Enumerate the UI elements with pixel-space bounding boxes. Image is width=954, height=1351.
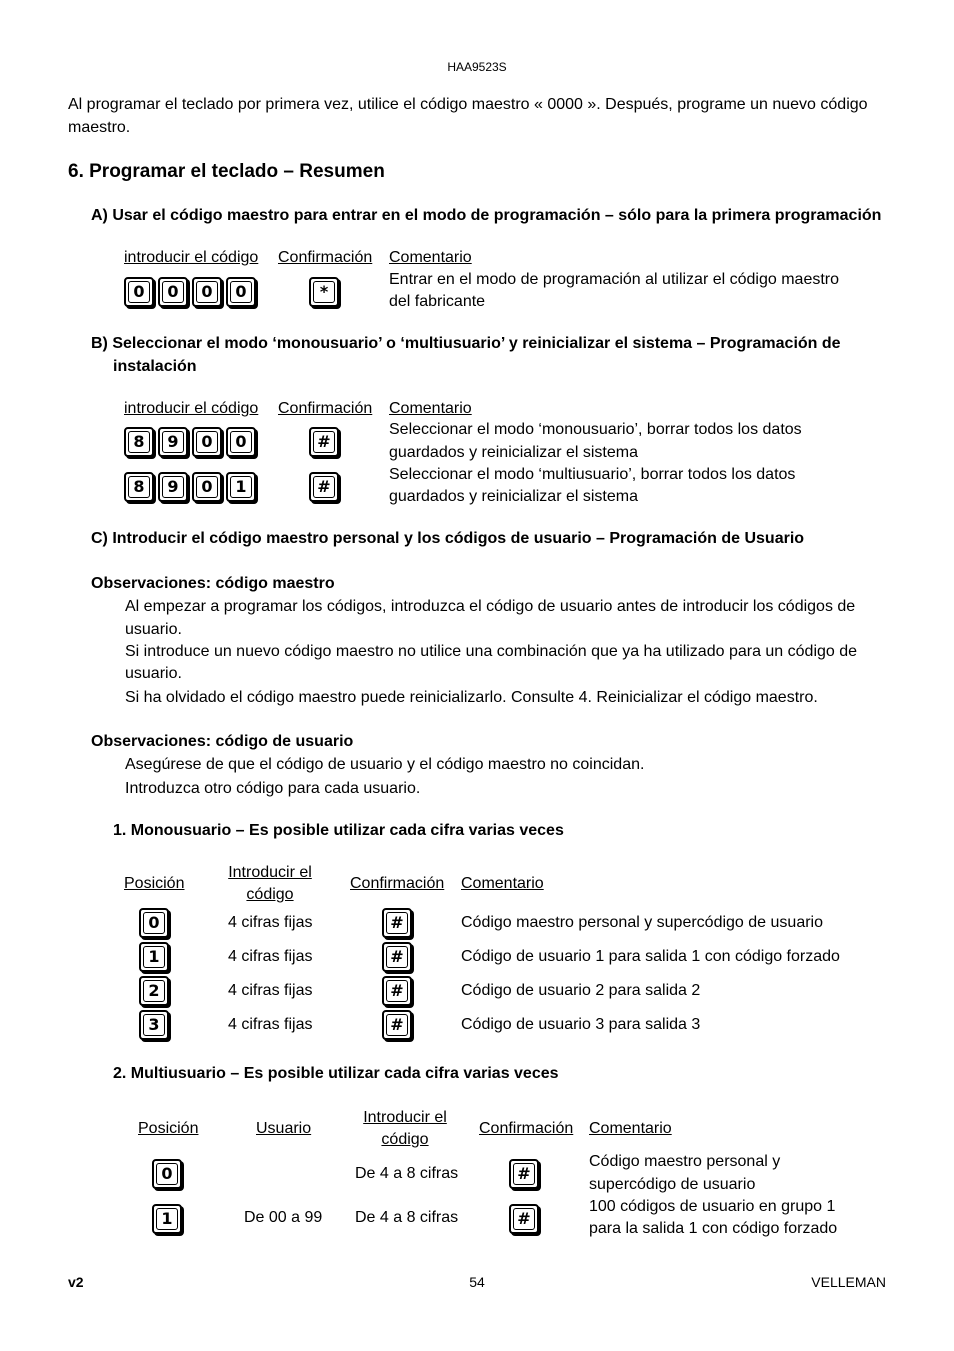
document-model: HAA9523S: [447, 60, 507, 74]
keypad-key: 0: [226, 277, 256, 307]
section-title: 6. Programar el teclado – Resumen: [68, 161, 385, 182]
multi-title: 2. Multiusuario – Es posible utilizar cada cifra varias veces: [113, 1065, 559, 1082]
keypad-key: 9: [158, 472, 188, 502]
keypad-key: 2: [139, 976, 169, 1006]
section-b-title-2: instalación: [113, 358, 197, 375]
footer-version: v2: [68, 1274, 84, 1290]
keypad-key: 1: [139, 942, 169, 972]
section-b-row-1-comment-2: guardados y reinicializar el sistema: [389, 444, 638, 461]
multi-row-comment-2: supercódigo de usuario: [589, 1176, 756, 1193]
mono-col-code: Introducir el código: [228, 864, 312, 903]
multi-col-code: Introducir el código: [363, 1109, 447, 1148]
keypad-key: 0: [124, 277, 154, 307]
keypad-key: 0: [158, 277, 188, 307]
keypad-key-hash: #: [509, 1204, 539, 1234]
mono-row-comment: Código de usuario 1 para salida 1 con código forzado: [461, 948, 840, 965]
multi-row-comment-1: 100 códigos de usuario en grupo 1: [589, 1198, 836, 1215]
mono-row-comment: Código maestro personal y supercódigo de usuario: [461, 914, 823, 931]
footer-page-number: 54: [469, 1274, 485, 1290]
section-b-row-2-comment-1: Seleccionar el modo ‘multiusuario’, borrar todos los datos: [389, 466, 796, 483]
mono-col-confirm: Confirmación: [350, 875, 445, 892]
mono-row-comment: Código de usuario 3 para salida 3: [461, 1016, 701, 1033]
section-a-comment-2: del fabricante: [389, 293, 486, 310]
col-header-code: introducir el código: [124, 400, 259, 417]
col-header-comment: Comentario: [389, 400, 472, 417]
multi-col-confirm: Confirmación: [479, 1120, 574, 1137]
keypad-key-star: *: [309, 277, 339, 307]
col-header-comment: Comentario: [389, 249, 472, 266]
obs-master-line: Al empezar a programar los códigos, introduzca el código de usuario antes de introducir los códigos de: [125, 598, 856, 615]
mono-row-code: 4 cifras fijas: [228, 982, 313, 999]
keypad-key: 3: [139, 1010, 169, 1040]
keypad-key-hash: #: [382, 1010, 412, 1040]
keypad-key: 0: [152, 1159, 182, 1189]
keypad-key: 0: [226, 427, 256, 457]
obs-master-line: Si ha olvidado el código maestro puede reinicializarlo. Consulte 4. Reinicializar el código maestro.: [125, 689, 818, 706]
keypad-key: 8: [124, 427, 154, 457]
keypad-key-hash: #: [309, 427, 339, 457]
section-a-title: A) Usar el código maestro para entrar en el modo de programación – sólo para la primera programación: [91, 207, 882, 224]
mono-col-comment: Comentario: [461, 875, 544, 892]
col-header-confirm: Confirmación: [278, 400, 373, 417]
col-header-code: introducir el código: [124, 249, 259, 266]
keypad-key: 0: [192, 427, 222, 457]
obs-user-line: Asegúrese de que el código de usuario y el código maestro no coincidan.: [125, 756, 645, 773]
multi-row-comment-2: para la salida 1 con código forzado: [589, 1220, 838, 1237]
section-c-title: C) Introducir el código maestro personal y los códigos de usuario – Programación de Usuario: [91, 530, 805, 547]
keypad-key-hash: #: [509, 1159, 539, 1189]
mono-title: 1. Monousuario – Es posible utilizar cada cifra varias veces: [113, 822, 564, 839]
col-header-confirm: Confirmación: [278, 249, 373, 266]
keypad-key: 0: [139, 908, 169, 938]
obs-master-title: Observaciones: código maestro: [91, 575, 335, 592]
obs-master-line: usuario.: [125, 665, 182, 682]
keypad-key-hash: #: [309, 472, 339, 502]
multi-row-user: De 00 a 99: [244, 1209, 323, 1226]
multi-row-code: De 4 a 8 cifras: [355, 1165, 459, 1182]
section-b-row-1-comment-1: Seleccionar el modo ‘monousuario’, borrar todos los datos: [389, 421, 802, 438]
mono-row-code: 4 cifras fijas: [228, 1016, 313, 1033]
keypad-key: 1: [152, 1204, 182, 1234]
section-b-title-1: B) Seleccionar el modo ‘monousuario’ o ‘multiusuario’ y reinicializar el sistema – Programación de: [91, 335, 841, 352]
mono-row-code: 4 cifras fijas: [228, 914, 313, 931]
obs-master-line: Si introduce un nuevo código maestro no utilice una combinación que ya ha utilizado para un código de: [125, 643, 858, 660]
multi-col-pos: Posición: [138, 1120, 199, 1137]
mono-row-code: 4 cifras fijas: [228, 948, 313, 965]
mono-row-comment: Código de usuario 2 para salida 2: [461, 982, 701, 999]
section-b-row-2-comment-2: guardados y reinicializar el sistema: [389, 488, 638, 505]
keypad-key: 0: [192, 472, 222, 502]
section-a-comment-1: Entrar en el modo de programación al utilizar el código maestro: [389, 271, 840, 288]
intro-line-2: maestro.: [68, 119, 131, 136]
obs-master-line: usuario.: [125, 621, 182, 638]
multi-col-user: Usuario: [256, 1120, 312, 1137]
keypad-key-hash: #: [382, 976, 412, 1006]
keypad-key: 1: [226, 472, 256, 502]
intro-line-1: Al programar el teclado por primera vez, utilice el código maestro « 0000 ». Después, programe un nuevo código: [68, 96, 868, 113]
multi-col-comment: Comentario: [589, 1120, 672, 1137]
multi-row-code: De 4 a 8 cifras: [355, 1209, 459, 1226]
mono-col-pos: Posición: [124, 875, 185, 892]
keypad-key: 9: [158, 427, 188, 457]
multi-row-comment-1: Código maestro personal y: [589, 1153, 781, 1170]
footer-brand: VELLEMAN: [811, 1274, 886, 1290]
keypad-key-hash: #: [382, 942, 412, 972]
keypad-key-hash: #: [382, 908, 412, 938]
obs-user-line: Introduzca otro código para cada usuario.: [125, 780, 421, 797]
obs-user-title: Observaciones: código de usuario: [91, 733, 354, 750]
keypad-key: 0: [192, 277, 222, 307]
keypad-key: 8: [124, 472, 154, 502]
